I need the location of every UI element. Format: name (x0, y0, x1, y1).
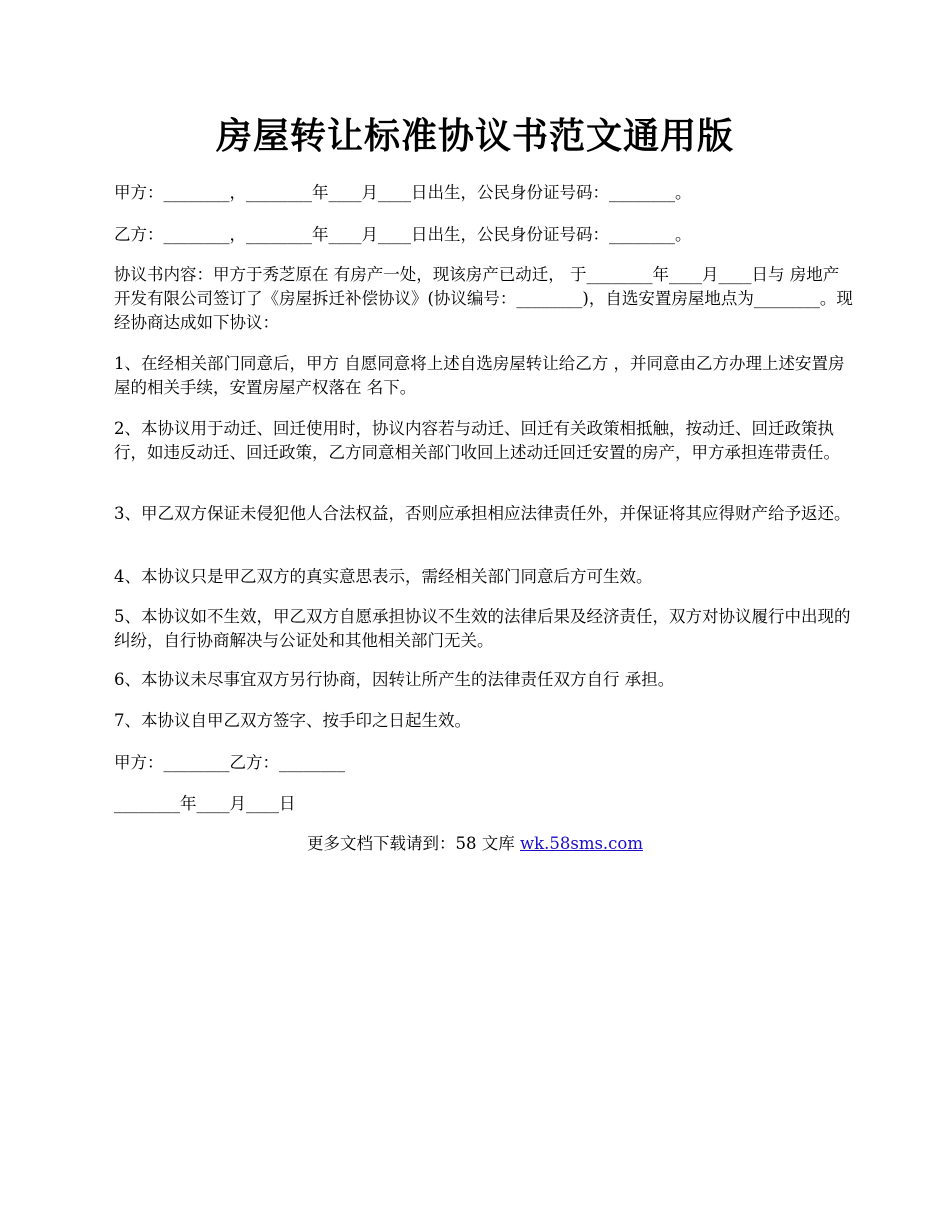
clause-4: 4、本协议只是甲乙双方的真实意思表示，需经相关部门同意后方可生效。 (114, 567, 653, 586)
party-a-line: 甲方：________，________年____月____日出生，公民身份证号码：________。 (114, 183, 692, 202)
clause-1: 1、在经相关部门同意后，甲方 自愿同意将上述自选房屋转让给乙方 ，并同意由乙方办理上述安置房屋的相关手续，安置房屋产权落在 名下。 (114, 354, 845, 397)
document-title: 房屋转让标准协议书范文通用版 (215, 115, 734, 157)
footer-text: 更多文档下载请到：58 文库 (306, 834, 520, 853)
agreement-intro: 协议书内容：甲方于秀芝原在 有房产一处，现该房产已动迁， 于________年____月____日与 房地产开发有限公司签订了《房屋拆迁补偿协议》(协议编号：________)，自选安置房屋地点为________。现经协商达成如下协议： (114, 265, 853, 332)
clause-2: 2、本协议用于动迁、回迁使用时，协议内容若与动迁、回迁有关政策相抵触，按动迁、回迁政策执行，如违反动迁、回迁政策，乙方同意相关部门收回上述动迁回迁安置的房产，甲方承担连带责任。 (114, 419, 840, 462)
footer-link[interactable]: wk.58sms.com (519, 834, 643, 853)
date-line: ________年____月____日 (114, 794, 296, 813)
party-b-line: 乙方：________，________年____月____日出生，公民身份证号码：________。 (114, 225, 692, 244)
clause-3: 3、甲乙双方保证未侵犯他人合法权益，否则应承担相应法律责任外，并保证将其应得财产给予返还。 (114, 504, 851, 523)
clause-6: 6、本协议未尽事宜双方另行协商，因转让所产生的法律责任双方自行 承担。 (114, 670, 675, 689)
clause-7: 7、本协议自甲乙双方签字、按手印之日起生效。 (114, 711, 471, 730)
signature-line: 甲方：________乙方：________ (114, 753, 345, 772)
clause-5: 5、本协议如不生效，甲乙双方自愿承担协议不生效的法律后果及经济责任，双方对协议履行中出现的纠纷，自行协商解决与公证处和其他相关部门无关。 (114, 607, 851, 650)
footer (0, 832, 950, 856)
